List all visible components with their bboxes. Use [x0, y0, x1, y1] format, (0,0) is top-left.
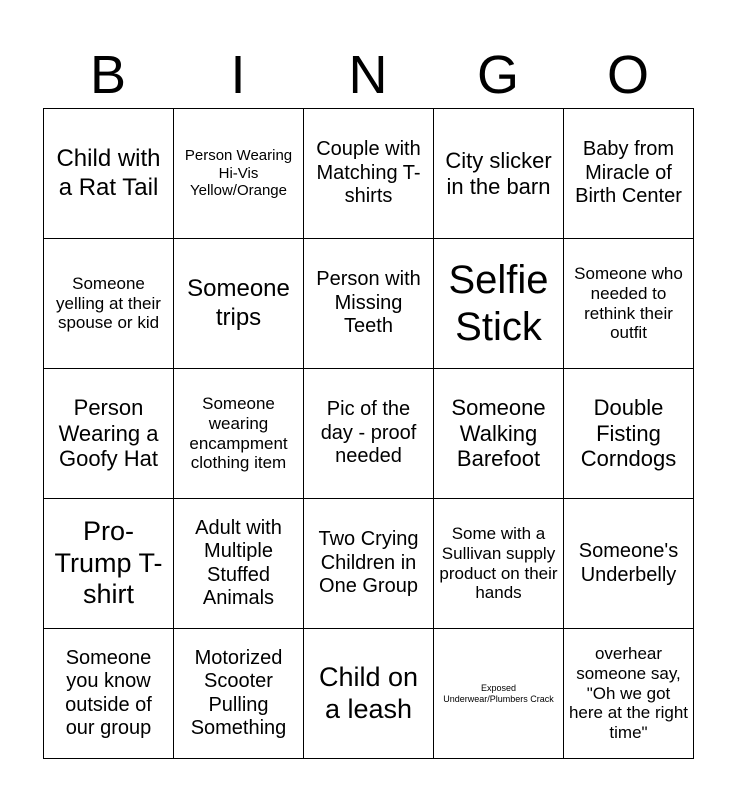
bingo-cell[interactable]: Someone who needed to rethink their outfit [564, 239, 694, 369]
board-row [44, 109, 694, 239]
bingo-cell[interactable]: Someone's Underbelly [564, 499, 694, 629]
bingo-cell[interactable]: overhear someone say, "Oh we got here at the right time" [564, 629, 694, 759]
bingo-cell[interactable]: Someone trips [174, 239, 304, 369]
bingo-cell[interactable]: Someone you know outside of our group [44, 629, 174, 759]
bingo-cell[interactable]: Child with a Rat Tail [44, 109, 174, 239]
bingo-cell[interactable]: Baby from Miracle of Birth Center [564, 109, 694, 239]
bingo-board [43, 108, 694, 759]
bingo-cell[interactable]: Person with Missing Teeth [304, 239, 434, 369]
bingo-cell[interactable]: Someone yelling at their spouse or kid [44, 239, 174, 369]
bingo-cell[interactable]: Person Wearing a Goofy Hat [44, 369, 174, 499]
header-letter-g: G [476, 45, 519, 105]
bingo-cell[interactable]: Couple with Matching T-shirts [304, 109, 434, 239]
header-letter-b: B [89, 45, 127, 105]
bingo-header [43, 42, 693, 108]
bingo-cell[interactable]: Motorized Scooter Pulling Something [174, 629, 304, 759]
board-row [44, 239, 694, 369]
bingo-cell[interactable]: City slicker in the barn [434, 109, 564, 239]
bingo-cell[interactable]: Exposed Underwear/Plumbers Crack [434, 629, 564, 759]
board-row [44, 369, 694, 499]
header-letter-o: O [606, 45, 649, 105]
header-letter-n: N [348, 45, 388, 105]
bingo-cell[interactable]: Pic of the day - proof needed [304, 369, 434, 499]
header-letter-i: I [230, 45, 246, 105]
bingo-cell[interactable]: Two Crying Children in One Group [304, 499, 434, 629]
bingo-cell[interactable]: Double Fisting Corndogs [564, 369, 694, 499]
bingo-cell[interactable]: Adult with Multiple Stuffed Animals [174, 499, 304, 629]
board-row [44, 629, 694, 759]
bingo-cell[interactable]: Selfie Stick [434, 239, 564, 369]
bingo-cell[interactable]: Someone wearing encampment clothing item [174, 369, 304, 499]
bingo-cell[interactable]: Pro-Trump T-shirt [44, 499, 174, 629]
board-row [44, 499, 694, 629]
bingo-cell[interactable]: Some with a Sullivan supply product on their hands [434, 499, 564, 629]
bingo-cell[interactable]: Someone Walking Barefoot [434, 369, 564, 499]
bingo-cell[interactable]: Person Wearing Hi-Vis Yellow/Orange [174, 109, 304, 239]
bingo-cell[interactable]: Child on a leash [304, 629, 434, 759]
